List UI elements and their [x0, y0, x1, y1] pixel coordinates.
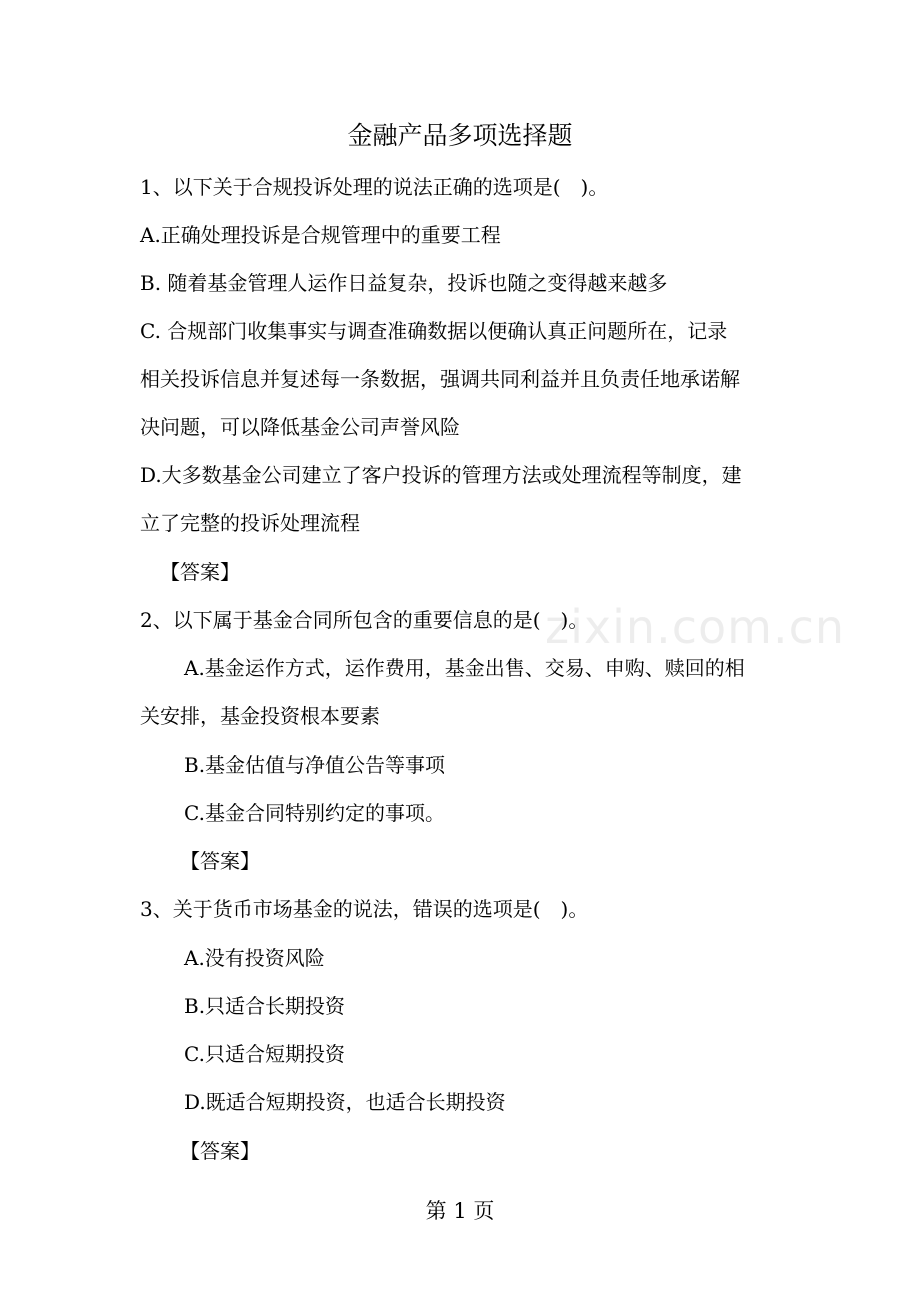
question-2-option-b: B.基金估值与净值公告等事项 — [184, 753, 446, 777]
question-3-option-d: D.既适合短期投资，也适合长期投资 — [184, 1090, 506, 1114]
question-2-answer-label: 【答案】 — [180, 849, 260, 873]
question-3-stem: 3、关于货币市场基金的说法，错误的选项是( )。 — [140, 897, 589, 921]
question-3-option-a: A.没有投资风险 — [184, 946, 325, 970]
question-2-option-a-line-1: A.基金运作方式，运作费用，基金出售、交易、申购、赎回的相 — [184, 656, 745, 680]
document-title: 金融产品多项选择题 — [347, 121, 573, 150]
question-3-option-b: B.只适合长期投资 — [184, 994, 346, 1018]
question-1-option-c-line-3: 决问题，可以降低基金公司声誉风险 — [140, 415, 460, 439]
question-1-stem: 1、以下关于合规投诉处理的说法正确的选项是( )。 — [140, 175, 609, 199]
question-1-option-d-line-2: 立了完整的投诉处理流程 — [140, 511, 360, 535]
question-2-stem: 2、以下属于基金合同所包含的重要信息的是( )。 — [140, 608, 589, 632]
question-1-option-b: B. 随着基金管理人运作日益复杂，投诉也随之变得越来越多 — [140, 271, 668, 295]
question-2-option-a-line-2: 关安排，基金投资根本要素 — [140, 704, 380, 728]
question-3-option-c: C.只适合短期投资 — [184, 1042, 345, 1066]
watermark: zixin.com.cn — [545, 600, 846, 654]
question-1-option-c-line-2: 相关投诉信息并复述每一条数据，强调共同利益并且负责任地承诺解 — [140, 367, 740, 391]
question-1-option-c-line-1: C. 合规部门收集事实与调查准确数据以便确认真正问题所在，记录 — [140, 319, 728, 343]
question-1-answer-label: 【答案】 — [160, 560, 240, 584]
question-3-answer-label: 【答案】 — [180, 1139, 260, 1163]
page-number-footer: 第 1 页 — [425, 1199, 495, 1223]
question-1-option-a: A.正确处理投诉是合规管理中的重要工程 — [140, 223, 501, 247]
question-1-option-d-line-1: D.大多数基金公司建立了客户投诉的管理方法或处理流程等制度，建 — [140, 463, 742, 487]
question-2-option-c: C.基金合同特别约定的事项。 — [184, 801, 445, 825]
